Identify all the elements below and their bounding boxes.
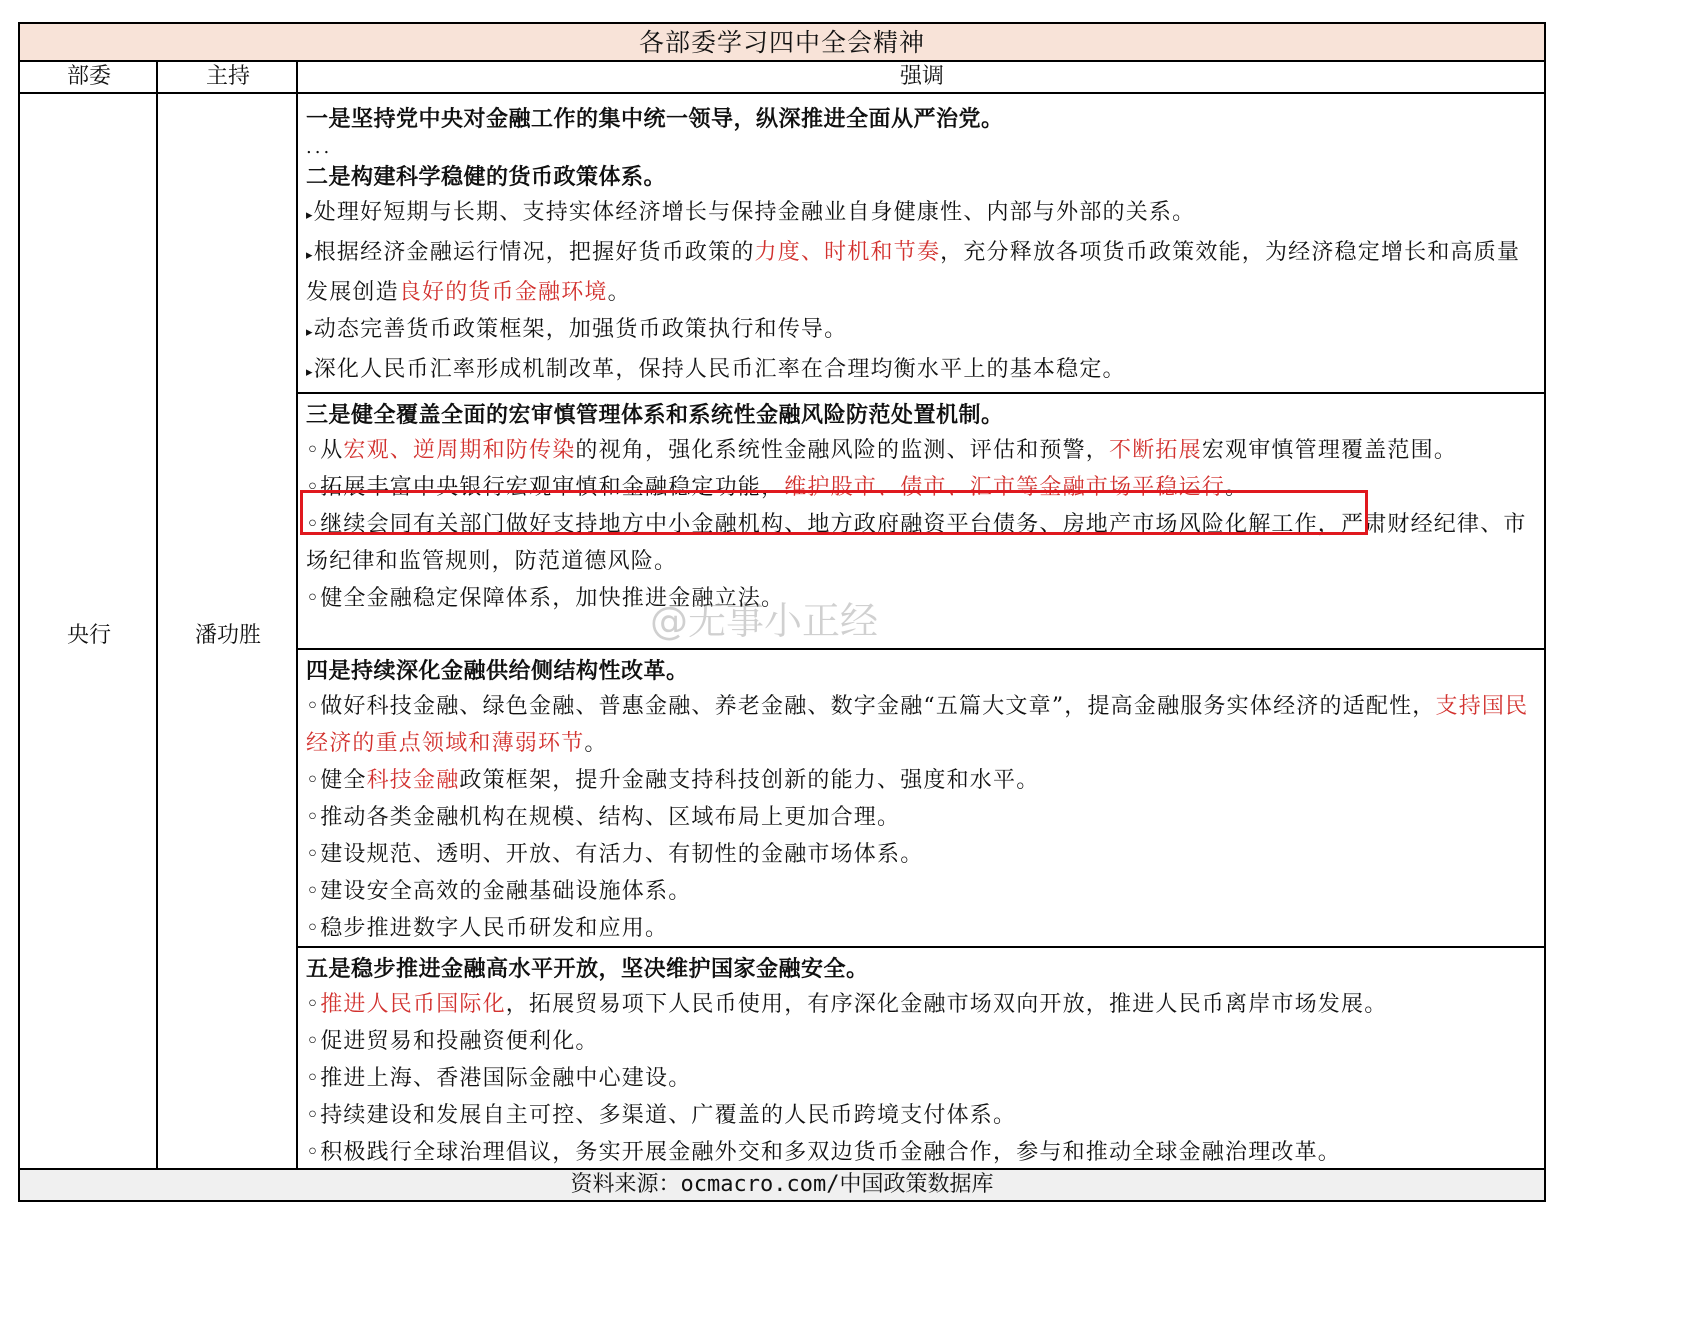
watermark: @无事小正经 xyxy=(650,599,879,643)
emphasis-text: 支持国民经济的重点领域和薄弱环节 xyxy=(306,694,1529,756)
section-heading-2: 二是构建科学稳健的货币政策体系。 xyxy=(306,164,667,190)
list-item: ◦促进贸易和投融资便利化。 xyxy=(306,1029,599,1054)
list-item: ◦健全科技金融政策框架，提升金融支持科技创新的能力、强度和水平。 xyxy=(306,768,1040,793)
list-item: ▸深化人民币汇率形成机制改革，保持人民币汇率在合理均衡水平上的基本稳定。 xyxy=(306,357,1126,382)
circle-bullet-icon: ◦ xyxy=(306,438,321,463)
list-item: ◦从宏观、逆周期和防传染的视角，强化系统性金融风险的监测、评估和预警，不断拓展宏观审慎管理覆盖范围。 xyxy=(306,438,1458,463)
header-department: 部委 xyxy=(66,64,111,89)
list-item: ▸处理好短期与长期、支持实体经济增长与保持金融业自身健康性、内部与外部的关系。 xyxy=(306,200,1196,225)
header-host: 主持 xyxy=(205,64,250,89)
emphasis-text: 维护股市、债市、汇市等金融市场平稳运行 xyxy=(784,475,1226,500)
section-3 xyxy=(298,392,1546,648)
list-item: ◦建设规范、透明、开放、有活力、有韧性的金融市场体系。 xyxy=(306,842,924,867)
circle-bullet-icon: ◦ xyxy=(306,842,321,867)
triangle-bullet-icon: ▸ xyxy=(306,365,314,380)
policy-table xyxy=(18,22,1546,1202)
source-footer: 资料来源：ocmacro.com/中国政策数据库 xyxy=(20,1168,1544,1200)
circle-bullet-icon: ◦ xyxy=(306,1103,321,1128)
list-item: ◦健全金融稳定保障体系，加快推进金融立法。 xyxy=(306,586,785,611)
circle-bullet-icon: ◦ xyxy=(306,1140,321,1165)
triangle-bullet-icon: ▸ xyxy=(306,325,314,340)
list-item: ◦推动各类金融机构在规模、结构、区域布局上更加合理。 xyxy=(306,805,901,830)
list-item: ◦做好科技金融、绿色金融、普惠金融、养老金融、数字金融“五篇大文章”，提高金融服务实体经济的适配性，支持国民经济的重点领域和薄弱环节。 xyxy=(306,694,1529,756)
emphasis-text: 力度、时机和节奏 xyxy=(754,240,941,265)
section-5 xyxy=(298,946,1546,1172)
list-item-highlighted: ◦拓展丰富中央银行宏观审慎和金融稳定功能，维护股市、债市、汇市等金融市场平稳运行。 xyxy=(306,475,1249,500)
circle-bullet-icon: ◦ xyxy=(306,916,321,941)
list-item: ◦稳步推进数字人民币研发和应用。 xyxy=(306,916,669,941)
list-item: ◦继续会同有关部门做好支持地方中小金融机构、地方政府融资平台债务、房地产市场风险化解工作，严肃财经纪律、市场纪律和监管规则，防范道德风险。 xyxy=(306,512,1527,574)
ellipsis: ... xyxy=(306,137,333,158)
section-heading-4: 四是持续深化金融供给侧结构性改革。 xyxy=(306,658,689,684)
circle-bullet-icon: ◦ xyxy=(306,879,321,904)
circle-bullet-icon: ◦ xyxy=(306,805,321,830)
emphasis-text: 不断拓展 xyxy=(1109,438,1202,463)
section-heading-1: 一是坚持党中央对金融工作的集中统一领导，纵深推进全面从严治党。 xyxy=(306,106,1004,132)
table-title: 各部委学习四中全会精神 xyxy=(20,24,1544,62)
circle-bullet-icon: ◦ xyxy=(306,475,321,500)
header-emphasis: 强调 xyxy=(899,64,944,89)
emphasis-text: 宏观、逆周期和防传染 xyxy=(343,438,576,463)
circle-bullet-icon: ◦ xyxy=(306,768,321,793)
host-cell: 潘功胜 xyxy=(194,622,261,648)
circle-bullet-icon: ◦ xyxy=(306,586,321,611)
list-item: ◦持续建设和发展自主可控、多渠道、广覆盖的人民币跨境支付体系。 xyxy=(306,1103,1017,1128)
emphasis-text: 良好的货币金融环境 xyxy=(398,280,608,305)
triangle-bullet-icon: ▸ xyxy=(306,208,314,223)
circle-bullet-icon: ◦ xyxy=(306,1029,321,1054)
table-header-row xyxy=(20,62,1544,94)
circle-bullet-icon: ◦ xyxy=(306,992,321,1017)
emphasis-text: 推进人民币国际化 xyxy=(320,992,506,1017)
section-heading-5: 五是稳步推进金融高水平开放，坚决维护国家金融安全。 xyxy=(306,956,869,982)
circle-bullet-icon: ◦ xyxy=(306,1066,321,1091)
section-1-2 xyxy=(298,96,1546,392)
list-item: ◦推进人民币国际化，拓展贸易项下人民币使用，有序深化金融市场双向开放，推进人民币离岸市场发展。 xyxy=(306,992,1388,1017)
section-heading-3: 三是健全覆盖全面的宏审慎管理体系和系统性金融风险防范处置机制。 xyxy=(306,402,1004,428)
section-4 xyxy=(298,648,1546,946)
list-item: ◦积极践行全球治理倡议，务实开展金融外交和多双边货币金融合作，参与和推动全球金融治理改革。 xyxy=(306,1140,1341,1165)
list-item: ▸根据经济金融运行情况，把握好货币政策的力度、时机和节奏，充分释放各项货币政策效能，为经济稳定增长和高质量发展创造良好的货币金融环境。 xyxy=(306,240,1521,305)
circle-bullet-icon: ◦ xyxy=(306,512,321,537)
triangle-bullet-icon: ▸ xyxy=(306,248,314,263)
list-item: ▸动态完善货币政策框架，加强货币政策执行和传导。 xyxy=(306,317,848,342)
list-item: ◦建设安全高效的金融基础设施体系。 xyxy=(306,879,692,904)
emphasis-text: 科技金融 xyxy=(366,768,460,793)
list-item: ◦推进上海、香港国际金融中心建设。 xyxy=(306,1066,692,1091)
department-cell: 央行 xyxy=(66,622,111,648)
circle-bullet-icon: ◦ xyxy=(306,694,321,719)
